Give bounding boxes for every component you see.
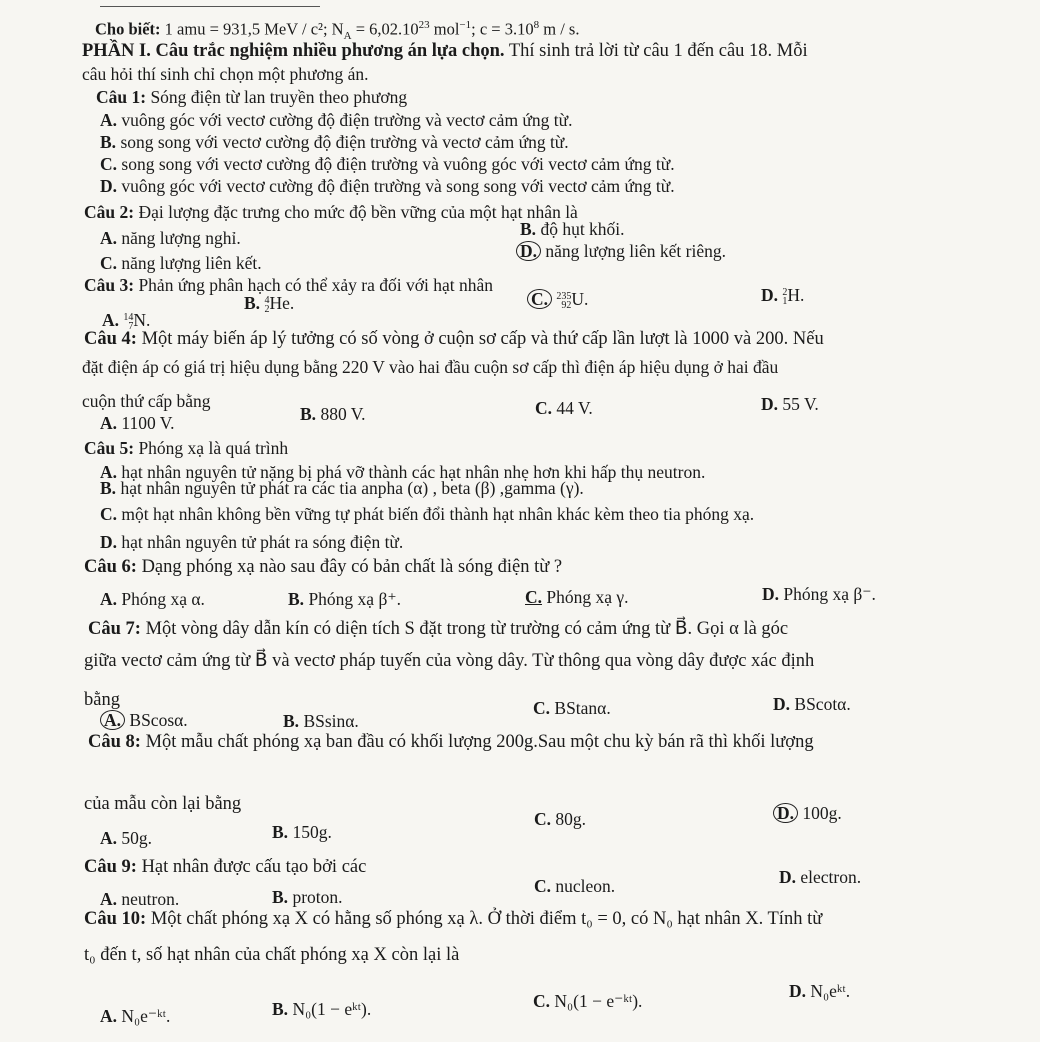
q5-option-b[interactable]: B. hạt nhân nguyên tử phát ra các tia anpha (α) , beta (β) ,gamma (γ). bbox=[100, 478, 584, 498]
part1-line bbox=[82, 40, 808, 62]
q10-option-a[interactable]: A. N₀e⁻ᵏᵗ. bbox=[100, 1006, 171, 1026]
question-7: Câu 7: Một vòng dây dẫn kín có diện tích S đặt trong từ trường có cảm ứng từ B⃗. Gọi α là góc bbox=[88, 619, 789, 639]
q4-option-c[interactable]: C. 44 V. bbox=[535, 398, 593, 418]
q1-option-c[interactable]: C. song song với vectơ cường độ điện trường và vuông góc với vectơ cảm ứng từ. bbox=[100, 154, 675, 174]
question-9: Câu 9: Hạt nhân được cấu tạo bởi các bbox=[84, 857, 367, 877]
q8-option-b[interactable]: B. 150g. bbox=[272, 822, 332, 842]
part1-title: PHẦN I. Câu trắc nghiệm nhiều phương án lựa chọn. bbox=[82, 41, 505, 61]
question-7-text2: giữa vectơ cảm ứng từ B⃗ và vectơ pháp tuyến của vòng dây. Từ thông qua vòng dây được xác định bbox=[84, 651, 815, 671]
q7-option-d[interactable]: D. BScotα. bbox=[773, 694, 851, 714]
question-4-text3: cuộn thứ cấp bằng bbox=[82, 391, 211, 411]
q1-option-a[interactable]: A. vuông góc với vectơ cường độ điện trường và vectơ cảm ứng từ. bbox=[100, 110, 573, 130]
q3-option-b[interactable]: B. 4 2He. bbox=[244, 293, 295, 315]
q5-option-c[interactable]: C. một hạt nhân không bền vững tự phát biến đổi thành hạt nhân khác kèm theo tia phóng xạ. bbox=[100, 504, 755, 524]
q3-option-a[interactable]: A. 14 7N. bbox=[102, 310, 151, 332]
question-5: Câu 5: Phóng xạ là quá trình bbox=[84, 438, 289, 458]
question-8-text2: của mẫu còn lại bằng bbox=[84, 794, 242, 814]
q10-option-d[interactable]: D. N₀eᵏᵗ. bbox=[789, 981, 851, 1001]
q6-option-c[interactable]: C. Phóng xạ γ. bbox=[525, 587, 629, 607]
question-4: Câu 4: Một máy biến áp lý tưởng có số vòng ở cuộn sơ cấp và thứ cấp lần lượt là 1000 và 200. Nếu bbox=[84, 329, 824, 349]
q6-option-b[interactable]: B. Phóng xạ β⁺. bbox=[288, 589, 401, 609]
q7-option-b[interactable]: B. BSsinα. bbox=[283, 711, 359, 731]
q9-option-a[interactable]: A. neutron. bbox=[100, 889, 180, 909]
q3-option-d[interactable]: D. 2 1H. bbox=[761, 285, 805, 307]
q8-option-c[interactable]: C. 80g. bbox=[534, 809, 587, 829]
part1-instruction-2: câu hỏi thí sinh chỉ chọn một phương án. bbox=[82, 64, 369, 84]
q10-option-b[interactable]: B. N₀(1 − eᵏᵗ). bbox=[272, 999, 372, 1019]
q2-option-a[interactable]: A. năng lượng nghỉ. bbox=[100, 228, 241, 248]
q5-option-d[interactable]: D. hạt nhân nguyên tử phát ra sóng điện từ. bbox=[100, 532, 404, 552]
question-1 bbox=[96, 86, 407, 108]
q9-option-d[interactable]: D. electron. bbox=[779, 867, 862, 887]
question-text: Sóng điện từ lan truyền theo phương bbox=[150, 87, 408, 107]
question-label: Câu 1: bbox=[96, 87, 147, 107]
question-7-text3: bằng bbox=[84, 690, 120, 710]
q8-option-a[interactable]: A. 50g. bbox=[100, 828, 153, 848]
q8-option-d[interactable]: D. 100g. bbox=[773, 802, 842, 824]
q7-option-c[interactable]: C. BStanα. bbox=[533, 698, 611, 718]
header-rule bbox=[100, 6, 320, 7]
q4-option-d[interactable]: D. 55 V. bbox=[761, 394, 819, 414]
question-6: Câu 6: Dạng phóng xạ nào sau đây có bản chất là sóng điện từ ? bbox=[84, 557, 563, 577]
q7-option-a[interactable]: A. BScosα. bbox=[100, 709, 188, 731]
question-4-text2: đặt điện áp có giá trị hiệu dụng bằng 220 V vào hai đầu cuộn sơ cấp thì điện áp hiệu dụng ở hai đầu bbox=[82, 357, 779, 377]
question-10: Câu 10: Một chất phóng xạ X có hằng số phóng xạ λ. Ở thời điểm t₀ = 0, có N₀ hạt nhân X. Tính từ bbox=[84, 909, 823, 929]
q3-option-c[interactable]: C. 235 92U. bbox=[527, 288, 588, 310]
q2-option-c[interactable]: C. năng lượng liên kết. bbox=[100, 253, 262, 273]
question-2: Câu 2: Đại lượng đặc trưng cho mức độ bền vững của một hạt nhân là bbox=[84, 202, 578, 222]
q9-option-c[interactable]: C. nucleon. bbox=[534, 876, 616, 896]
q4-option-b[interactable]: B. 880 V. bbox=[300, 404, 366, 424]
q5-option-a[interactable]: A. hạt nhân nguyên tử nặng bị phá vỡ thành các hạt nhân nhẹ hơn khi hấp thụ neutron. bbox=[100, 462, 706, 482]
q1-option-b[interactable]: B. song song với vectơ cường độ điện trường và vectơ cảm ứng từ. bbox=[100, 132, 569, 152]
part1-instruction-1: Thí sinh trả lời từ câu 1 đến câu 18. Mỗi bbox=[508, 41, 808, 61]
q6-option-a[interactable]: A. Phóng xạ α. bbox=[100, 589, 205, 609]
q10-option-c[interactable]: C. N₀(1 − e⁻ᵏᵗ). bbox=[533, 991, 643, 1011]
q9-option-b[interactable]: B. proton. bbox=[272, 887, 343, 907]
question-10-text2: t₀ đến t, số hạt nhân của chất phóng xạ X còn lại là bbox=[84, 945, 460, 965]
q2-option-b[interactable]: B. độ hụt khối. bbox=[520, 219, 625, 239]
q1-option-d[interactable]: D. vuông góc với vectơ cường độ điện trường và song song với vectơ cảm ứng từ. bbox=[100, 176, 675, 196]
question-3: Câu 3: Phản ứng phân hạch có thể xảy ra đối với hạt nhân bbox=[84, 275, 493, 295]
question-8: Câu 8: Một mẫu chất phóng xạ ban đầu có khối lượng 200g.Sau một chu kỳ bán rã thì khối lượng bbox=[88, 732, 814, 752]
q6-option-d[interactable]: D. Phóng xạ β⁻. bbox=[762, 584, 876, 604]
constants-line: Cho biết: 1 amu = 931,5 MeV / c²; $N_A = 6,02.10^{23}$ mol$^{-1}$; $c = 3.10^8$ m / s. bbox=[95, 19, 580, 42]
q4-option-a[interactable]: A. 1100 V. bbox=[100, 413, 175, 433]
q2-option-d[interactable]: D. năng lượng liên kết riêng. bbox=[516, 240, 726, 262]
